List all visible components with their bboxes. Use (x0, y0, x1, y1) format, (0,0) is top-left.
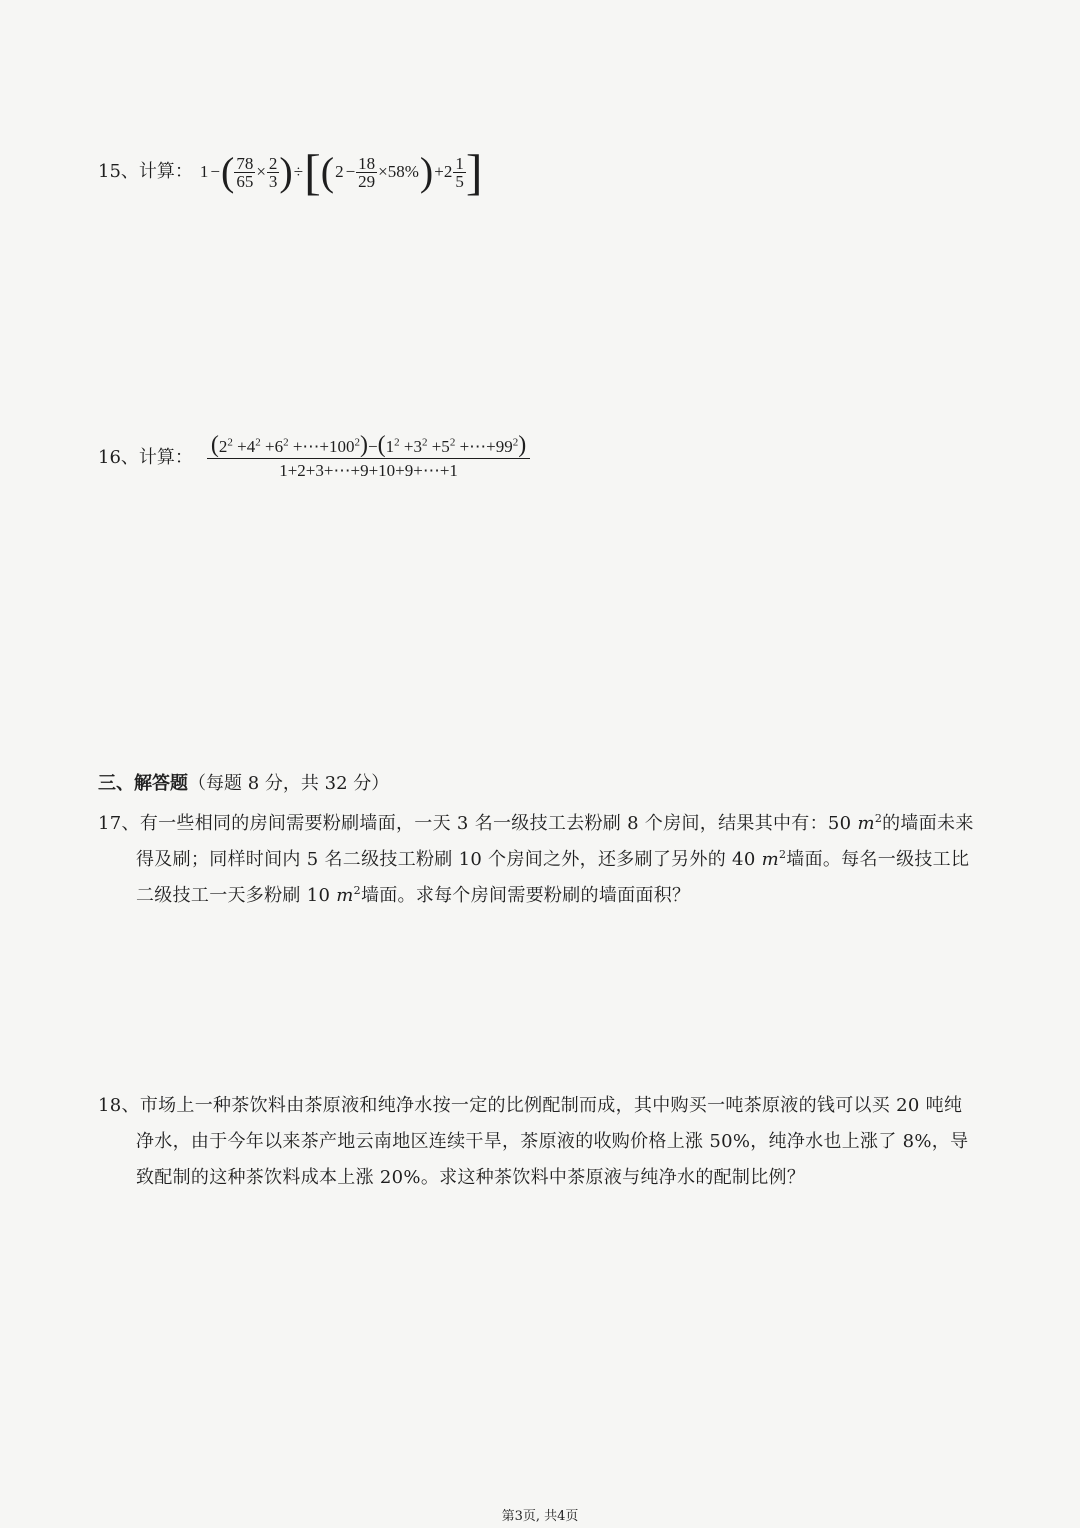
exponent: 2 (354, 436, 361, 449)
term: 1 (385, 437, 395, 456)
left-paren: ( (377, 432, 386, 458)
fraction-numerator: 1 (455, 153, 464, 173)
section-heading (98, 774, 389, 794)
fraction (453, 155, 466, 190)
fraction-denominator: 1+2+3+⋯+9+10+9+⋯+1 (279, 461, 458, 480)
question-text: 有一些相同的房间需要粉刷墙面，一天 3 名一级技工去粉刷 8 个房间，结果其中有：50 (139, 813, 858, 834)
question-16-number: 16、计算： (98, 447, 193, 468)
expr-operator: − (345, 162, 356, 181)
expr-term: +2 (434, 162, 453, 181)
unit: m (761, 849, 779, 870)
exponent: 2 (449, 436, 456, 449)
fraction-denominator: 29 (358, 171, 376, 191)
fraction-numerator: 18 (358, 153, 376, 173)
question-text: 市场上一种茶饮料由茶原液和纯净水按一定的比例配制而成，其中购买一吨茶原液的钱可以买 20 吨纯 (139, 1095, 963, 1116)
exponent: 2 (283, 436, 289, 449)
term: +6 (265, 437, 284, 456)
expr-operator: − (210, 162, 220, 181)
unit: m (857, 813, 875, 834)
fraction-numerator: 2 (268, 153, 278, 173)
expr-term: 2 (335, 162, 344, 181)
question-15-expression (199, 144, 483, 200)
question-17-line-1 (98, 806, 998, 842)
right-paren: ) (279, 149, 293, 194)
question-15 (98, 142, 483, 202)
section-title: 三、解答题 (98, 773, 188, 794)
exponent: 2 (255, 436, 261, 449)
expr-operator: × (256, 162, 266, 181)
exponent: 2 (394, 436, 400, 449)
left-bracket: [ (304, 144, 321, 200)
fraction-denominator: 65 (236, 171, 254, 191)
term: +⋯+100 (292, 437, 355, 456)
left-paren: ( (221, 149, 235, 194)
exponent: 2 (421, 436, 428, 449)
question-18-number: 18、 (98, 1095, 140, 1116)
unit: m (336, 885, 354, 906)
right-paren: ) (419, 149, 434, 194)
term: +5 (431, 437, 450, 456)
question-text: 的墙面未来 (882, 813, 974, 834)
expr-term: ×58% (378, 162, 419, 181)
fraction (234, 155, 255, 190)
left-paren: ( (320, 149, 335, 194)
exponent: 2 (227, 436, 233, 449)
question-16-expression (207, 432, 530, 480)
fraction-denominator: 5 (455, 171, 464, 191)
question-18-line-2 (98, 1124, 998, 1160)
exponent: 2 (353, 884, 361, 897)
term: +⋯+99 (459, 437, 513, 456)
question-18-line-1 (98, 1088, 998, 1124)
expr-term: 1 (199, 162, 209, 181)
expr-operator: ÷ (293, 162, 304, 181)
term: 2 (218, 437, 228, 456)
right-paren: ) (360, 432, 369, 458)
question-18-line-3 (98, 1160, 998, 1196)
question-16 (98, 428, 530, 488)
operator: − (368, 437, 378, 456)
fraction (356, 155, 377, 190)
term: +3 (403, 437, 422, 456)
fraction-numerator: 78 (236, 153, 254, 173)
exponent: 2 (512, 436, 519, 449)
question-18 (98, 1088, 998, 1196)
fraction-numerator (207, 432, 530, 459)
question-17 (98, 806, 998, 914)
exponent: 2 (874, 812, 883, 825)
question-17-line-2 (98, 842, 998, 878)
question-text: 墙面。每名一级技工比 (786, 849, 970, 870)
section-note: （每题 8 分，共 32 分） (188, 773, 390, 794)
big-fraction (207, 432, 530, 480)
question-text: 得及刷；同样时间内 5 名二级技工粉刷 10 个房间之外，还多刷了另外的 40 (136, 849, 762, 870)
question-text: 净水，由于今年以来茶产地云南地区连续干旱，茶原液的收购价格上涨 50%，纯净水也上涨了 8%，导 (136, 1131, 969, 1152)
right-bracket: ] (465, 144, 483, 200)
fraction-denominator: 3 (268, 171, 278, 191)
question-17-number: 17、 (98, 813, 140, 834)
fraction (267, 155, 280, 190)
question-15-number: 15、计算： (98, 161, 193, 182)
term: +4 (237, 437, 256, 456)
page-footer: 第3页, 共4页 (501, 1509, 579, 1524)
exponent: 2 (778, 848, 787, 861)
right-paren: ) (518, 432, 527, 458)
question-text: 墙面。求每个房间需要粉刷的墙面面积？ (360, 885, 691, 906)
question-text: 致配制的这种茶饮料成本上涨 20%。求这种茶饮料中茶原液与纯净水的配制比例？ (136, 1167, 806, 1188)
left-paren: ( (210, 432, 219, 458)
question-text: 二级技工一天多粉刷 10 (136, 885, 337, 906)
question-17-line-3 (98, 878, 998, 914)
